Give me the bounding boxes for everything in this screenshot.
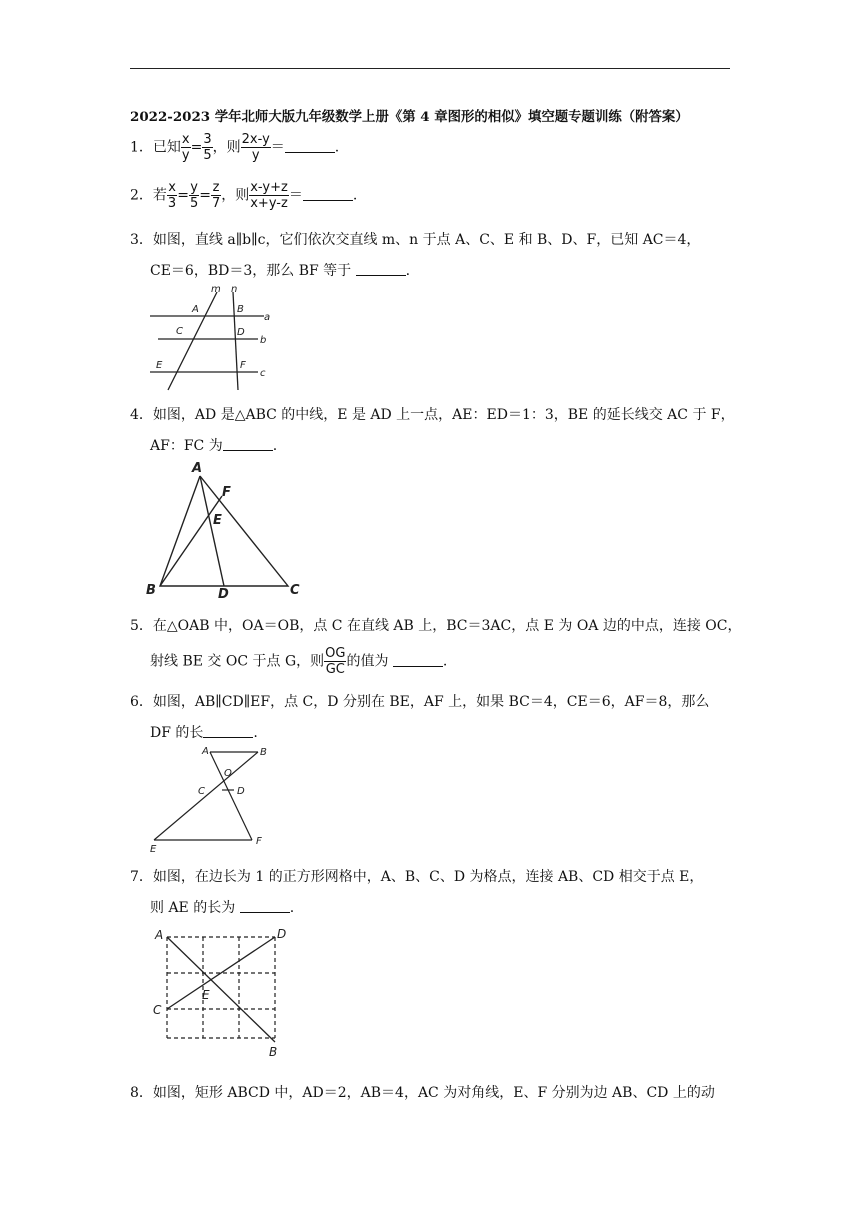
question-2: 2．若 $\frac{x}{3}$ = $\frac{y}{5}$ = $\frac{z}{7}$ ，则 $\frac{x-y+z}{x+y-z}$ ＝ . [130, 180, 358, 211]
label-C: C [153, 1003, 162, 1017]
label-b: b [260, 335, 267, 346]
question-3-line-2: CE＝6，BD＝3，那么 BF 等于 . [150, 263, 411, 279]
answer-blank[interactable] [285, 140, 335, 153]
answer-blank[interactable] [240, 900, 290, 913]
label-c: c [260, 368, 266, 379]
figure-hourglass [140, 742, 280, 857]
label-F: F [256, 836, 262, 847]
label-F: F [222, 485, 231, 500]
label-n: n [231, 284, 238, 295]
fraction-x-over-3: $\frac{x}{3}$ [167, 180, 177, 211]
label-C: C [198, 786, 205, 797]
fraction-x-over-y: $\frac{x}{y}$ [181, 132, 190, 163]
label-F: F [240, 360, 246, 371]
label-D: D [277, 927, 287, 941]
answer-blank[interactable] [303, 188, 353, 201]
label-B: B [237, 304, 244, 315]
question-6-line-2: DF 的长 . [150, 725, 258, 741]
question-8-line-1: 8．如图，矩形 ABCD 中，AD＝2，AB＝4，AC 为对角线，E、F 分别为边 AB、CD 上的动 [130, 1085, 715, 1101]
question-4-line-1: 4．如图，AD 是△ABC 的中线，E 是 AD 上一点，AE：ED＝1：3，BE 的延长线交 AC 于 F， [130, 407, 735, 423]
label-B: B [269, 1045, 278, 1059]
fraction-OG-over-GC: $\frac{OG}{GC}$ [325, 646, 346, 677]
page-title: 2022-2023 学年北师大版九年级数学上册《第 4 章图形的相似》填空题专题训练（附答案） [130, 109, 689, 125]
figure-parallel-lines [140, 282, 280, 392]
question-6-line-1: 6．如图，AB∥CD∥EF，点 C，D 分别在 BE，AF 上，如果 BC＝4，CE＝6，AF＝8，那么 [130, 694, 710, 710]
label-a: a [264, 312, 271, 323]
label-E: E [150, 844, 157, 855]
fraction-expression: $\frac{x-y+z}{x+y-z}$ [250, 180, 288, 211]
question-3-line-1: 3．如图，直线 a∥b∥c，它们依次交直线 m、n 于点 A、C、E 和 B、D、F，已知 AC＝4， [130, 232, 701, 248]
header-rule [130, 68, 730, 69]
question-5-line-1: 5．在△OAB 中，OA＝OB，点 C 在直线 AB 上，BC＝3AC，点 E 为 OA 边的中点，连接 OC， [130, 618, 742, 634]
answer-blank[interactable] [356, 263, 406, 276]
label-E: E [213, 513, 222, 528]
question-7-line-2: 则 AE 的长为 . [150, 900, 295, 916]
fraction-z-over-7: $\frac{z}{7}$ [211, 180, 221, 211]
label-D: D [237, 327, 245, 338]
label-A: A [155, 928, 164, 942]
label-B: B [146, 583, 156, 598]
question-4-line-2: AF：FC 为 . [150, 438, 278, 454]
question-1: 1．已知 $\frac{x}{y}$ = $\frac{3}{5}$ ，则 $\frac{2x-y}{y}$ ＝ . [130, 132, 340, 163]
fraction-y-over-5: $\frac{y}{5}$ [189, 180, 199, 211]
label-E: E [202, 988, 210, 1002]
figure-triangle-median [140, 456, 310, 601]
label-A: A [192, 304, 199, 315]
answer-blank[interactable] [223, 438, 273, 451]
label-O: O [224, 768, 232, 779]
label-D: D [237, 786, 245, 797]
answer-blank[interactable] [393, 654, 443, 667]
label-E: E [156, 360, 163, 371]
label-C: C [290, 583, 300, 598]
fraction-expression: $\frac{2x-y}{y}$ [241, 132, 270, 163]
question-7-line-1: 7．如图，在边长为 1 的正方形网格中，A、B、C、D 为格点，连接 AB、CD 相交于点 E， [130, 869, 704, 885]
label-D: D [218, 587, 229, 601]
question-5-line-2: 射线 BE 交 OC 于点 G，则 $\frac{OG}{GC}$ 的值为 . [150, 646, 448, 677]
label-C: C [176, 326, 183, 337]
answer-blank[interactable] [203, 725, 253, 738]
label-A: A [202, 746, 209, 757]
label-B: B [260, 747, 267, 758]
label-A: A [192, 461, 203, 476]
label-m: m [211, 284, 221, 295]
figure-grid [145, 922, 305, 1062]
fraction-3-over-5: $\frac{3}{5}$ [203, 132, 212, 163]
